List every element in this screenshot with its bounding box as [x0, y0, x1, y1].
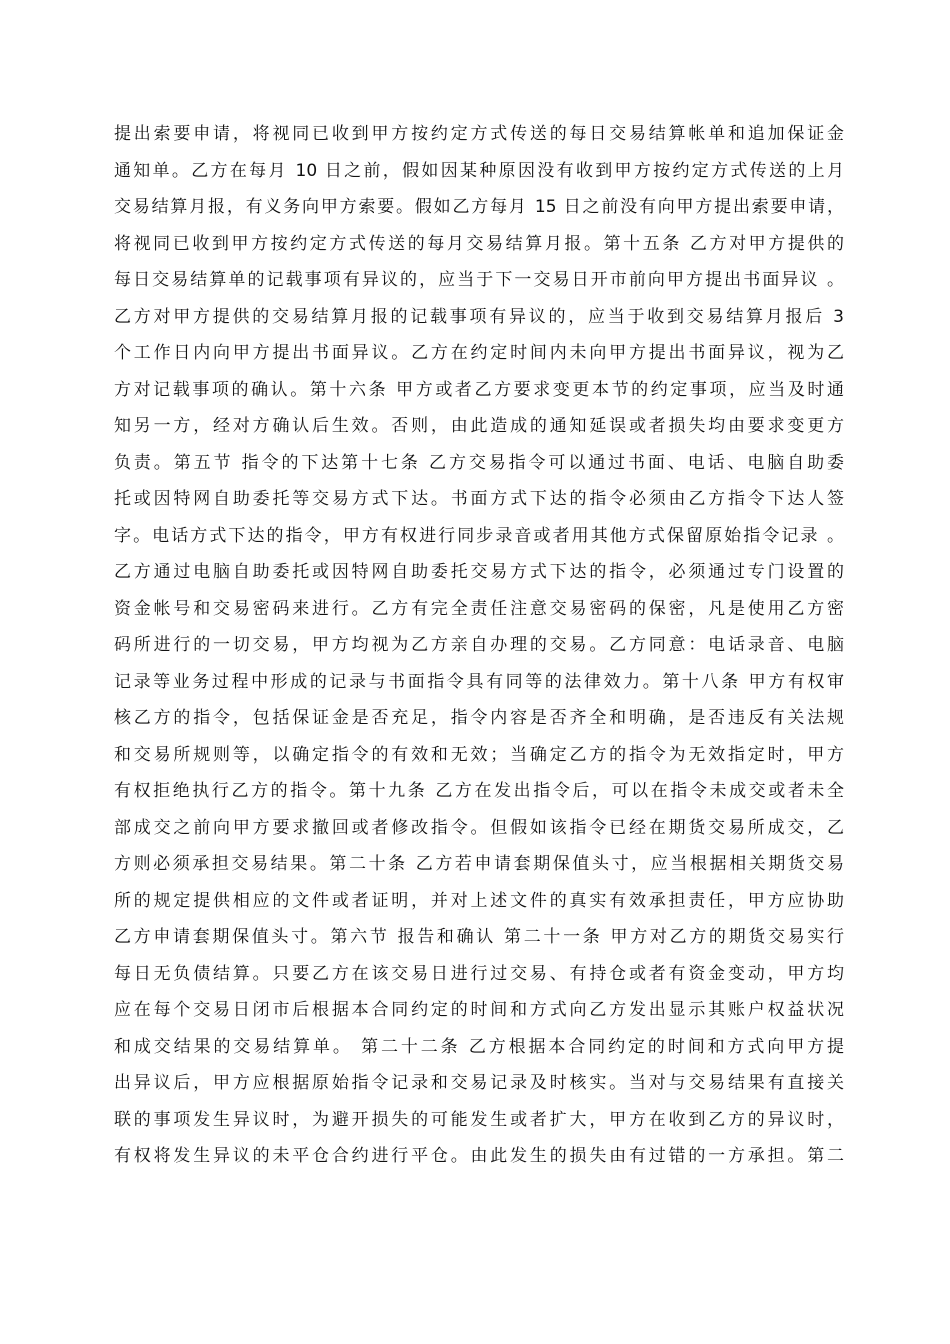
text-line: 和成交结果的交易结算单。 第二十二条 乙方根据本合同约定的时间和方式向甲方提 [114, 1036, 844, 1057]
text-line: 个工作日内向甲方提出书面异议。乙方在约定时间内未向甲方提出书面异议，视为乙 [114, 343, 844, 363]
text-line: 通知单。乙方在每月 10 日之前，假如因某种原因没有收到甲方按约定方式传送的上月 [114, 160, 844, 181]
text-line: 将视同已收到甲方按约定方式传送的每月交易结算月报。第十五条 乙方对甲方提供的 [114, 233, 844, 254]
text-line: 所的规定提供相应的文件或者证明，并对上述文件的真实有效承担责任，甲方应协助 [114, 890, 844, 911]
text-line: 核乙方的指令，包括保证金是否充足，指令内容是否齐全和明确，是否违反有关法规 [114, 708, 844, 728]
text-line: 字。电话方式下达的指令，甲方有权进行同步录音或者用其他方式保留原始指令记录 。 [114, 525, 844, 546]
text-line: 提出索要申请，将视同已收到甲方按约定方式传送的每日交易结算帐单和追加保证金 [114, 124, 844, 144]
text-line: 码所进行的一切交易，甲方均视为乙方亲自办理的交易。乙方同意：电话录音、电脑 [114, 635, 844, 655]
text-line: 每日无负债结算。只要乙方在该交易日进行过交易、有持仓或者有资金变动，甲方均 [114, 963, 844, 984]
text-line: 方对记载事项的确认。第十六条 甲方或者乙方要求变更本节的约定事项，应当及时通 [114, 379, 844, 400]
text-line: 知另一方，经对方确认后生效。否则，由此造成的通知延误或者损失均由要求变更方 [114, 416, 844, 436]
text-line: 资金帐号和交易密码来进行。乙方有完全责任注意交易密码的保密，凡是使用乙方密 [114, 598, 844, 619]
text-line: 联的事项发生异议时，为避开损失的可能发生或者扩大，甲方在收到乙方的异议时， [114, 1109, 844, 1130]
text-line: 乙方申请套期保值头寸。第六节 报告和确认 第二十一条 甲方对乙方的期货交易实行 [114, 927, 844, 947]
text-line: 乙方对甲方提供的交易结算月报的记载事项有异议的，应当于收到交易结算月报后 3 [114, 306, 844, 327]
text-line: 负责。第五节 指令的下达第十七条 乙方交易指令可以通过书面、电话、电脑自助委 [114, 452, 844, 473]
text-line: 方则必须承担交易结果。第二十条 乙方若申请套期保值头寸，应当根据相关期货交易 [114, 854, 844, 874]
text-line: 和交易所规则等，以确定指令的有效和无效；当确定乙方的指令为无效指定时，甲方 [114, 744, 844, 765]
text-line: 应在每个交易日闭市后根据本合同约定的时间和方式向乙方发出显示其账户权益状况 [114, 1000, 844, 1020]
text-line: 乙方通过电脑自助委托或因特网自助委托交易方式下达的指令，必须通过专门设置的 [114, 562, 844, 582]
text-line: 有权将发生异议的未平仓合约进行平仓。由此发生的损失由有过错的一方承担。第二 [114, 1146, 844, 1166]
text-line: 每日交易结算单的记载事项有异议的，应当于下一交易日开市前向甲方提出书面异议 。 [114, 270, 844, 290]
text-line: 交易结算月报，有义务向甲方索要。假如乙方每月 15 日之前没有向甲方提出索要申请， [114, 197, 844, 217]
text-line: 托或因特网自助委托等交易方式下达。书面方式下达的指令必须由乙方指令下达人签 [114, 489, 844, 509]
text-line: 部成交之前向甲方要求撤回或者修改指令。但假如该指令已经在期货交易所成交，乙 [114, 817, 844, 838]
text-line: 出异议后，甲方应根据原始指令记录和交易记录及时核实。当对与交易结果有直接关 [114, 1073, 844, 1093]
text-line: 记录等业务过程中形成的记录与书面指令具有同等的法律效力。第十八条 甲方有权审 [114, 671, 844, 692]
contract-text-body [114, 116, 844, 1175]
text-line: 有权拒绝执行乙方的指令。第十九条 乙方在发出指令后，可以在指令未成交或者未全 [114, 781, 844, 801]
